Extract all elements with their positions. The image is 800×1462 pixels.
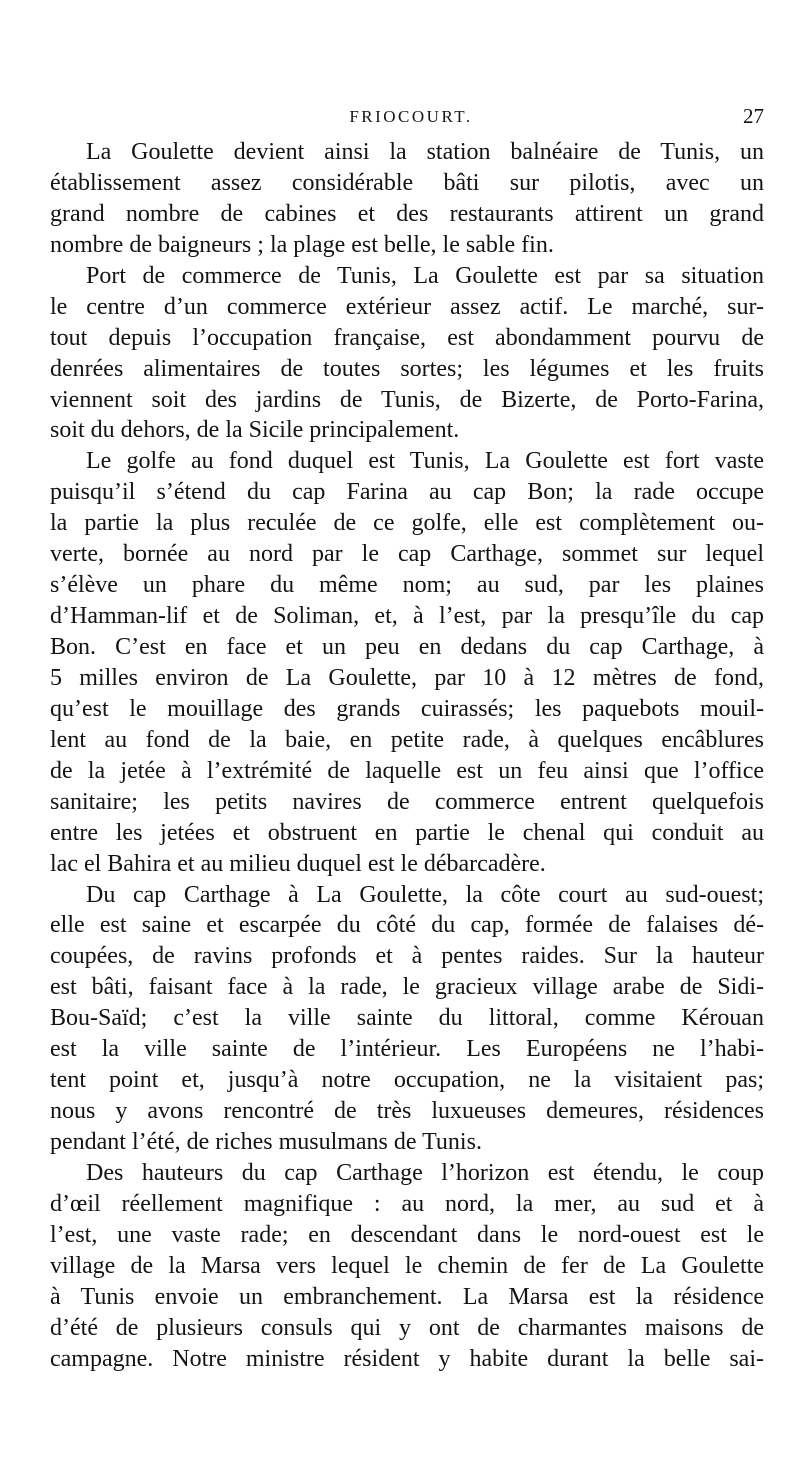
text-line: est la ville sainte de l’intérieur. Les Européens ne l’habi- — [50, 1036, 764, 1063]
text-line: Des hauteurs du cap Carthage l’horizon est étendu, le coup — [86, 1159, 764, 1186]
text-line: entre les jetées et obstruent en partie le chenal qui conduit au — [50, 819, 764, 846]
text-line: l’est, une vaste rade; en descendant dans le nord-ouest est le — [50, 1221, 764, 1248]
text-line: sanitaire; les petits navires de commerce entrent quelquefois — [50, 788, 764, 815]
running-head — [58, 104, 764, 134]
text-line: grand nombre de cabines et des restaurants attirent un grand — [50, 200, 764, 227]
text-line: est bâti, faisant face à la rade, le gracieux village arabe de Sidi- — [50, 974, 764, 1001]
text-line: elle est saine et escarpée du côté du cap, formée de falaises dé- — [50, 912, 764, 939]
text-line: d’Hamman-lif et de Soliman, et, à l’est, par la presqu’île du cap — [50, 603, 764, 630]
running-title: FRIOCOURT. — [349, 107, 473, 126]
text-line: d’été de plusieurs consuls qui y ont de charmantes maisons de — [50, 1314, 764, 1341]
text-line: coupées, de ravins profonds et à pentes raides. Sur la hauteur — [50, 943, 764, 970]
text-line: établissement assez considérable bâti sur pilotis, avec un — [50, 169, 764, 196]
text-line: denrées alimentaires de toutes sortes; les légumes et les fruits — [50, 355, 764, 382]
text-line: nous y avons rencontré de très luxueuses demeures, résidences — [50, 1098, 764, 1125]
text-line: Bou-Saïd; c’est la ville sainte du littoral, comme Kérouan — [50, 1005, 764, 1032]
text-line: lac el Bahira et au milieu duquel est le débarcadère. — [50, 850, 546, 877]
text-line: d’œil réellement magnifique : au nord, la mer, au sud et à — [50, 1190, 764, 1217]
text-line: nombre de baigneurs ; la plage est belle, le sable fin. — [50, 231, 554, 258]
text-line: le centre d’un commerce extérieur assez actif. Le marché, sur- — [50, 293, 764, 320]
text-line: la partie la plus reculée de ce golfe, elle est complètement ou- — [50, 510, 764, 537]
text-line: puisqu’il s’étend du cap Farina au cap Bon; la rade occupe — [50, 479, 764, 506]
text-line: Le golfe au fond duquel est Tunis, La Goulette est fort vaste — [86, 448, 764, 475]
text-line: verte, bornée au nord par le cap Carthage, sommet sur lequel — [50, 541, 764, 568]
page-number: 27 — [743, 104, 764, 128]
text-line: à Tunis envoie un embranchement. La Marsa est la résidence — [50, 1283, 764, 1310]
text-line: de la jetée à l’extrémité de laquelle est un feu ainsi que l’office — [50, 757, 764, 784]
text-line: qu’est le mouillage des grands cuirassés; les paquebots mouil- — [50, 695, 764, 722]
text-line: viennent soit des jardins de Tunis, de Bizerte, de Porto-Farina, — [50, 386, 764, 413]
text-line: village de la Marsa vers lequel le chemin de fer de La Goulette — [50, 1252, 764, 1279]
text-line: Du cap Carthage à La Goulette, la côte court au sud-ouest; — [86, 881, 764, 908]
text-line: soit du dehors, de la Sicile principalement. — [50, 417, 460, 444]
text-line: Port de commerce de Tunis, La Goulette est par sa situation — [86, 262, 764, 289]
text-line: 5 milles environ de La Goulette, par 10 à 12 mètres de fond, — [50, 664, 764, 691]
text-line: Bon. C’est en face et un peu en dedans du cap Carthage, à — [50, 634, 764, 660]
text-line: s’élève un phare du même nom; au sud, par les plaines — [50, 572, 764, 599]
body-text — [50, 137, 764, 1375]
text-line: tout depuis l’occupation française, est abondamment pourvu de — [50, 324, 764, 351]
text-line: La Goulette devient ainsi la station balnéaire de Tunis, un — [86, 139, 764, 165]
text-line: campagne. Notre ministre résident y habite durant la belle sai- — [50, 1345, 764, 1372]
text-line: pendant l’été, de riches musulmans de Tunis. — [50, 1129, 482, 1155]
text-line: lent au fond de la baie, en petite rade, à quelques encâblures — [50, 726, 764, 753]
text-line: tent point et, jusqu’à notre occupation, ne la visitaient pas; — [50, 1067, 764, 1094]
